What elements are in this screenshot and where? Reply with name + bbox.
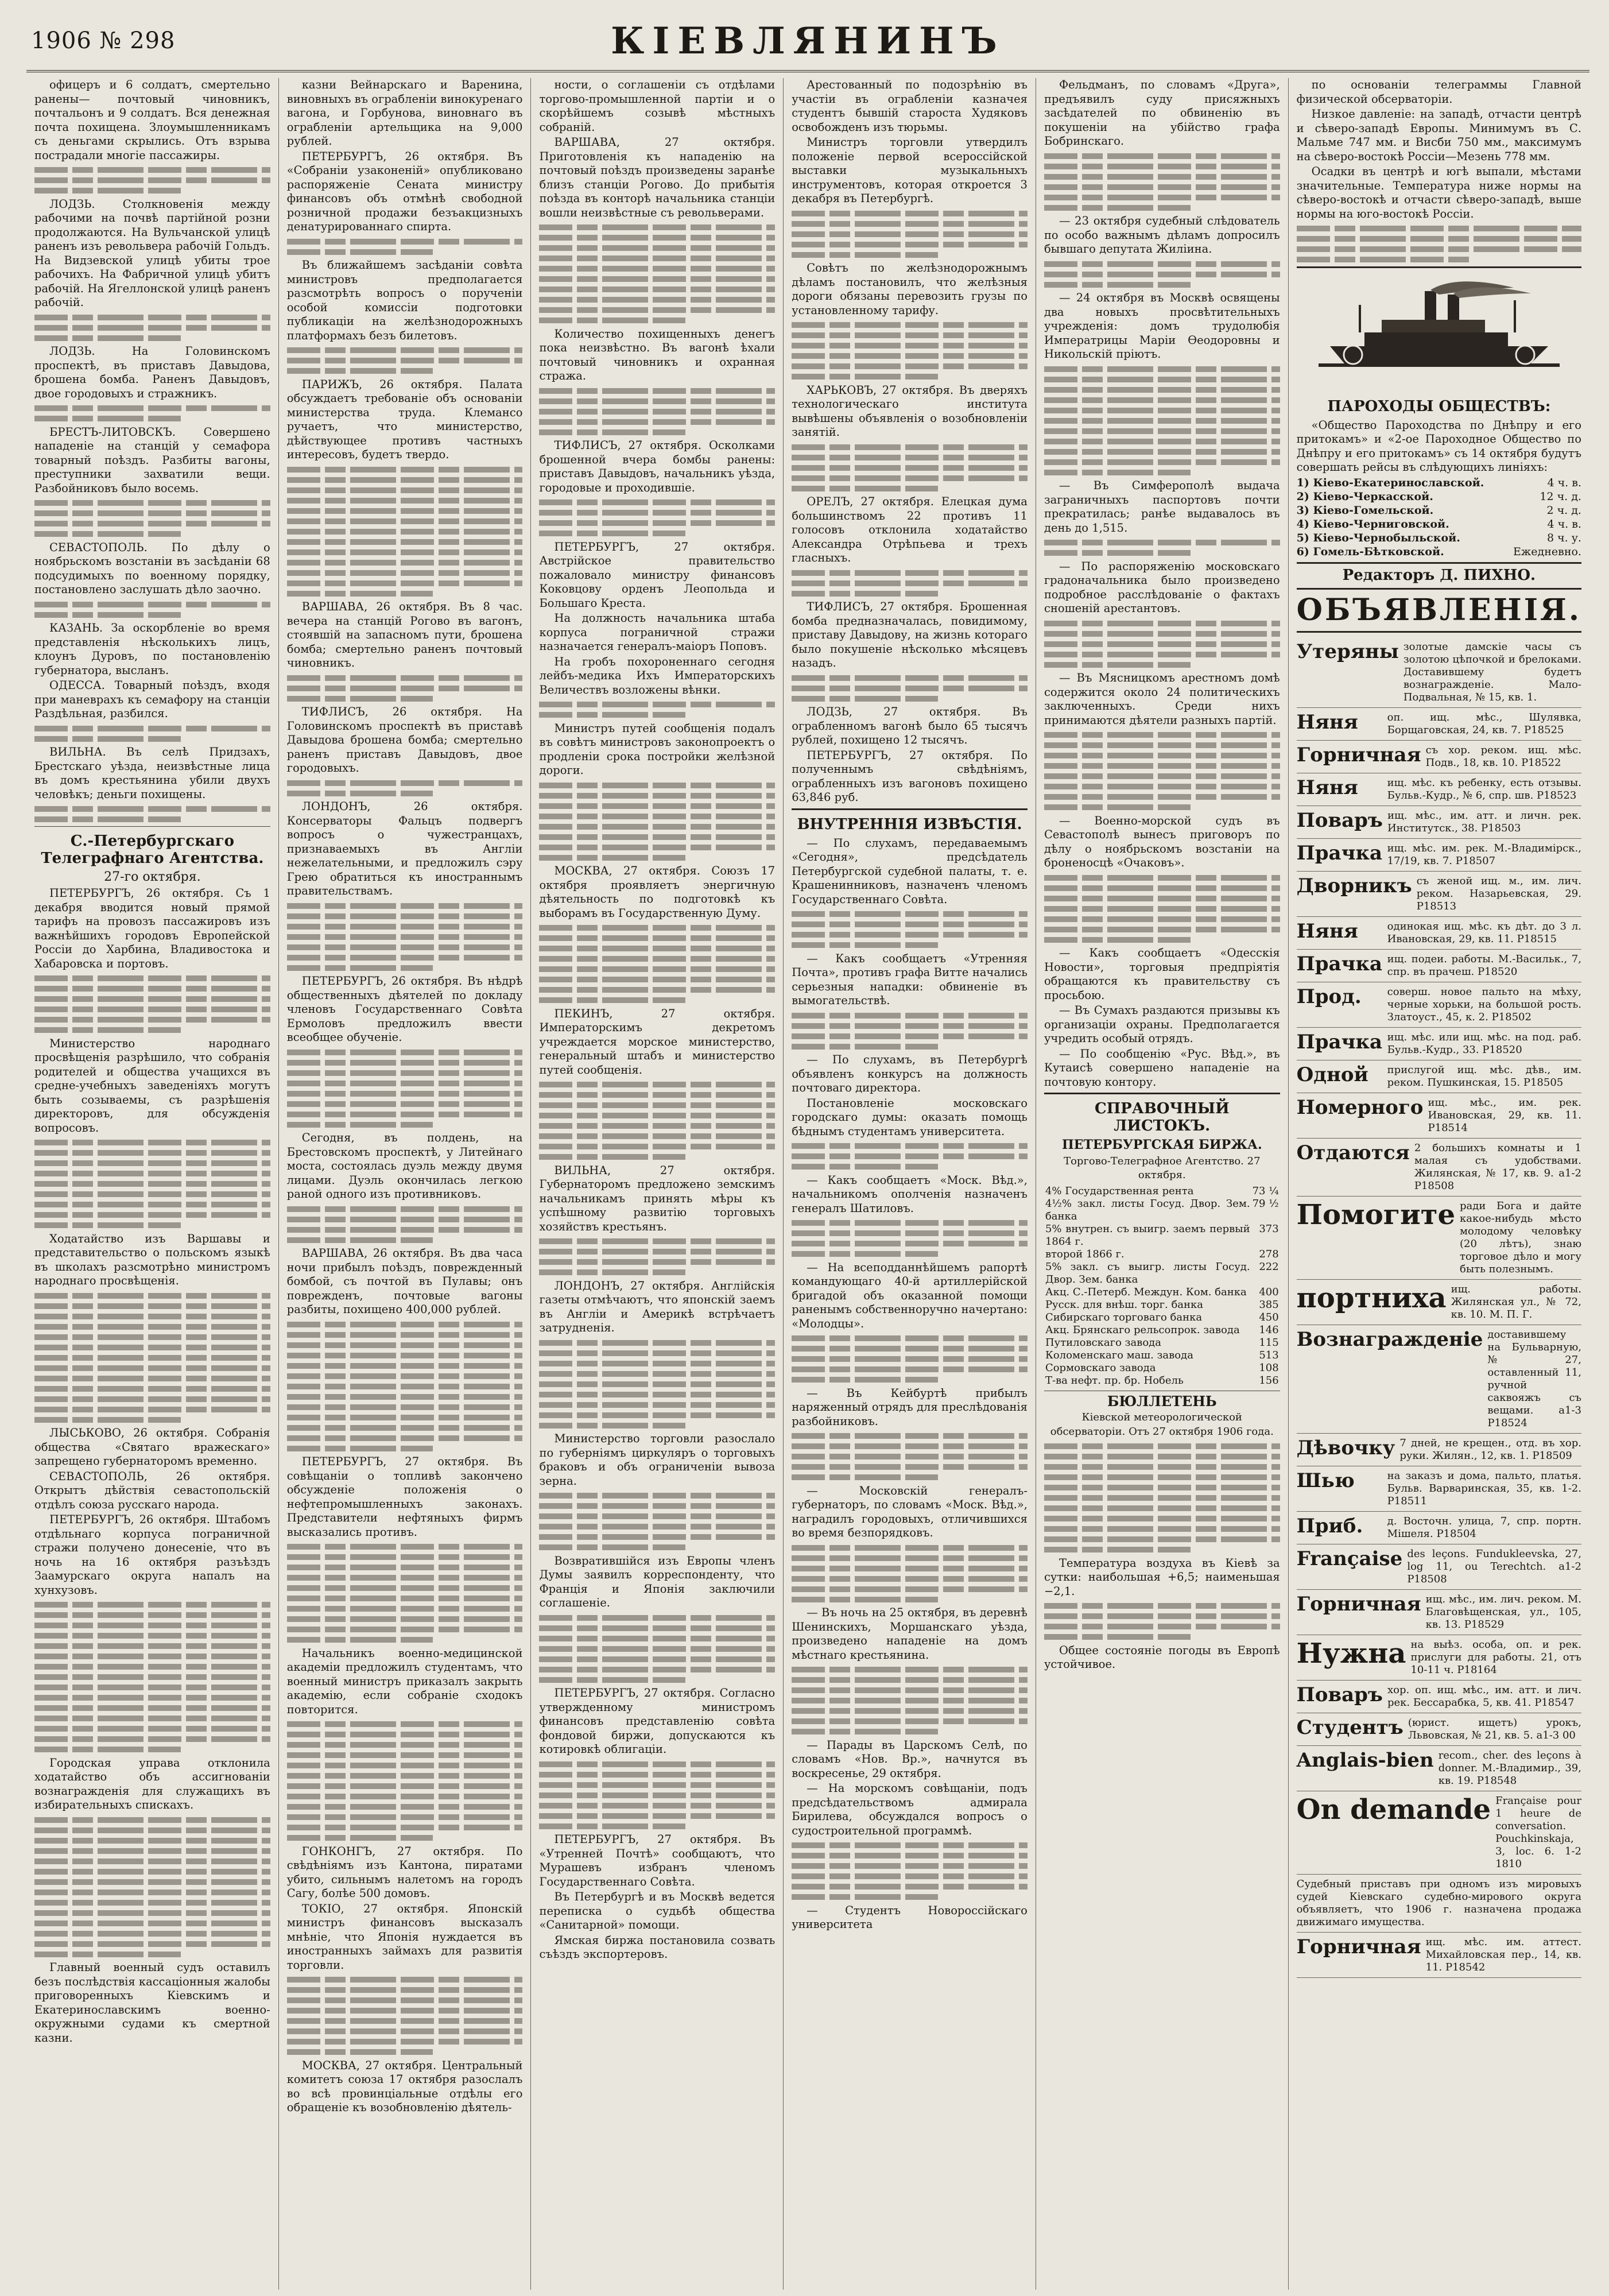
classified-ad [1297, 872, 1581, 917]
classified-ad [1297, 917, 1581, 950]
bulletin-title: БЮЛЛЕТЕНЬ [1107, 1392, 1217, 1410]
ad-keyword: Дворникъ [1296, 874, 1412, 897]
news-item: ПЕТЕРБУРГЪ, 26 октября. Съ 1 декабря вводится новый прямой тарифъ на провозъ пассажировъ изъ важнѣйшихъ городовъ Европейской Россіи до Харбина, Владивостока и Хабаровска и портовъ. [34, 886, 270, 970]
news-item: ЛОНДОНЪ, 27 октября. Англійскія газеты отмѣчаютъ, что японскій заемъ въ Англіи и Америкѣ встрѣчаетъ затрудненія. [539, 1279, 776, 1334]
classified-ad [1297, 806, 1581, 839]
rate-value: 79 ½ [1252, 1197, 1279, 1210]
ship-line-name: 1) Кіево-Екатеринославской. [1296, 476, 1484, 489]
rate-name: 5% внутрен. съ выигр. заемъ первый 1864 г. [1045, 1222, 1250, 1248]
rate-value: 222 [1259, 1260, 1279, 1273]
ad-keyword: Отдаются [1296, 1141, 1410, 1164]
news-item: Количество похищенныхъ денегъ пока неизвѣстно. Въ вагонѣ ѣхали почтовый чиновникъ и охранная стража. [539, 327, 776, 382]
news-item: ЛЫСЬКОВО, 26 октября. Собранія общества «Святаго вражескаго» запрещено губернаторомъ временно. [34, 1426, 270, 1468]
rate-value: 385 [1259, 1298, 1279, 1311]
column-4 [784, 78, 1036, 2290]
ship-line-name: 5) Кіево-Чернобыльской. [1296, 531, 1460, 544]
ad-keyword: Дѣвочку [1296, 1437, 1395, 1459]
news-item: ЛОДЗЬ, 27 октября. Въ ограбленномъ вагонѣ было 65 тысячъ рублей, похищено 12 тысячъ. [792, 705, 1028, 746]
ad-keyword: Прод. [1296, 985, 1362, 1008]
rate-name: 4% Государственная рента [1045, 1184, 1194, 1197]
ad-keyword: Студентъ [1296, 1716, 1403, 1739]
ad-keyword: Горничная [1296, 1935, 1421, 1958]
ad-text: ищ. мѣс., им. атт. и личн. рек. Институтск., 38. Р18503 [1387, 810, 1581, 834]
rate-name: Акц. Брянскаго рельсопрок. завода [1045, 1323, 1240, 1336]
ad-keyword: Помогите [1296, 1199, 1456, 1231]
classified-ad [1297, 1280, 1581, 1325]
rate-row [1044, 1261, 1280, 1286]
classified-ad [1297, 773, 1581, 806]
ship-line [1297, 517, 1581, 531]
news-item: Сегодня, въ полдень, на Брестовскомъ проспектѣ, у Литейнаго моста, состоялась дуэль между двумя лицами. Дуэль окончилась легкою раной одного изъ противниковъ. [286, 1131, 523, 1201]
ship-departure: Ежедневно. [1513, 545, 1581, 558]
news-item: — 24 октября въ Москвѣ освящены два новыхъ просвѣтительныхъ учрежденія: домъ трудолюбія Императрицы Маріи Ѳеодоровны и Никольскій пріютъ. [1044, 291, 1280, 361]
exchange-subtitle: Торгово-Телеграфное Агентство. 27 октября. [1064, 1155, 1261, 1181]
news-item: ПЕКИНЪ, 27 октября. Императорскимъ декретомъ учреждается морское министерство, генеральный штабъ и министерство путей сообщенія. [539, 1006, 776, 1077]
news-item: Начальникъ военно-медицинской академіи предложилъ студентамъ, что военный министръ приказалъ закрыть академію, если собраніе сходокъ повторится. [286, 1646, 523, 1716]
ad-text: recom., cher. des leçons à donner. М.-Владимир., 39, кв. 19. Р18548 [1438, 1749, 1581, 1787]
news-item: ВИЛЬНА. Въ селѣ Придзахъ, Брестскаго уѣзда, неизвѣстные лица въ домъ крестьянина убили двухъ человѣкъ; деньги похищены. [34, 745, 270, 801]
ad-text: Française pour 1 heure de conversation. Pouchkinskaja, 3, loc. 6. 1-2 1810 [1495, 1795, 1581, 1870]
news-item: ЛОДЗЬ. На Головинскомъ проспектѣ, въ приставъ Давыдова, брошена бомба. Раненъ Давыдовъ, двое городовыхъ и стражникъ. [34, 344, 270, 400]
classified-ad [1297, 839, 1581, 872]
ad-keyword: Утеряны [1296, 640, 1399, 663]
news-item: СЕВАСТОПОЛЬ. По дѣлу о ноябрьскомъ возстаніи въ засѣданіи 68 подсудимыхъ по военному порядку, постановлено заслушать дѣло заочно. [34, 540, 270, 596]
classified-ad [1297, 1028, 1581, 1060]
news-item: ХАРЬКОВЪ, 27 октября. Въ дверяхъ технологическаго института вывѣшены объявленія о возобновленіи занятій. [792, 383, 1028, 439]
ad-text: 2 большихъ комнаты и 1 малая съ удобствами. Жилянская, № 17, кв. 9. а1-2 Р18508 [1414, 1142, 1581, 1192]
rate-value: 278 [1259, 1248, 1279, 1260]
ships-title: ПАРОХОДЫ ОБЩЕСТВЪ: [1327, 397, 1551, 415]
news-item: ПЕТЕРБУРГЪ, 27 октября. Австрійское правительство пожаловало министру финансовъ Коковцову орденъ Леопольда и Большаго Креста. [539, 540, 776, 610]
ad-text: ради Бога и дайте какое-нибудь мѣсто молодому человѣку (20 лѣтъ), знаю торговое дѣло и могу быть полезнымъ. [1460, 1200, 1581, 1275]
ad-keyword: Нужна [1296, 1637, 1406, 1670]
news-item: ПЕТЕРБУРГЪ, 27 октября. Согласно утвержденному министромъ финансовъ представленію совѣта фондовой биржи, допускаются къ котировкѣ облигаціи. [539, 1686, 776, 1756]
rate-value: 115 [1259, 1336, 1279, 1349]
classified-ad [1297, 637, 1581, 708]
rate-name: Сибирскаго торговаго банка [1045, 1311, 1203, 1323]
news-item: Министерство торговли разослало по губерніямъ циркуляръ о торговыхъ браковъ и объ ограниченіи вывоза зерна. [539, 1432, 776, 1488]
steamship-icon [1319, 277, 1560, 386]
ad-text: прислугой ищ. мѣс. дѣв., им. реком. Пушкинская, 15. Р18505 [1387, 1064, 1581, 1089]
rate-row [1044, 1286, 1280, 1299]
news-item: МОСКВА, 27 октября. Центральный комитетъ союза 17 октября разослалъ во всѣ провинціальные отдѣлы его обращеніе къ возобновленію дѣятель- [286, 2058, 523, 2114]
ad-keyword: Поваръ [1296, 1683, 1383, 1706]
news-item: — Въ ночь на 25 октября, въ деревнѣ Шенинскихъ, Моршанскаго уѣзда, произведено нападеніе на домъ мѣстнаго крестьянина. [792, 1606, 1028, 1662]
news-item: ПЕТЕРБУРГЪ, 26 октября. Штабомъ отдѣльнаго корпуса пограничной стражи получено донесеніе, что въ ночь на 16 октября разъѣздъ Заамурскаго округа напалъ на хунхузовъ. [34, 1513, 270, 1597]
rate-row [1044, 1198, 1280, 1223]
exchange-rates-table [1044, 1185, 1280, 1387]
news-item: ТОКІО, 27 октября. Японскій министръ финансовъ высказалъ мнѣніе, что Японія нуждается въ иностранныхъ займахъ для развитія торговли. [286, 1902, 523, 1972]
news-item: Главный военный судъ оставилъ безъ послѣдствія кассаціонныя жалобы приговоренныхъ Кіевскимъ и Екатеринославскимъ военно-окружными судами къ смертной казни. [34, 1961, 270, 2045]
ad-text: съ хор. реком. ищ. мѣс. Подв., 18, кв. 10. Р18522 [1425, 744, 1581, 769]
news-item: Ходатайство изъ Варшавы и представительство о польскомъ языкѣ въ школахъ разсмотрѣно министромъ народнаго просвѣщенія. [34, 1232, 270, 1287]
ad-keyword: Прачка [1296, 953, 1383, 975]
news-item: ПЕТЕРБУРГЪ, 27 октября. Въ «Утренней Почтѣ» сообщаютъ, что Мурашевъ избранъ членомъ Государственнаго Совѣта. [539, 1833, 776, 1888]
classified-ad [1297, 1139, 1581, 1197]
ad-text: ищ. мѣс., им. рек. Ивановская, 29, кв. 11. Р18514 [1428, 1097, 1581, 1134]
news-item: МОСКВА, 27 октября. Союзъ 17 октября проявляетъ энергичную дѣятельность по подготовкѣ къ выборамъ въ Государственную Думу. [539, 864, 776, 920]
rate-name: Т-ва нефт. пр. бр. Нобель [1045, 1374, 1184, 1387]
rate-value: 450 [1259, 1311, 1279, 1323]
rate-name: Путиловскаго завода [1045, 1336, 1161, 1349]
ad-keyword: Поваръ [1296, 809, 1383, 832]
news-item: ТИФЛИСЪ, 27 октября. Осколками брошенной вчера бомбы ранены: приставъ Давыдовъ, начальникъ уѣзда, городовые и проходившіе. [539, 439, 776, 494]
rate-row [1044, 1337, 1280, 1349]
ad-keyword: Шью [1296, 1469, 1355, 1492]
news-item: Осадки въ центрѣ и югѣ выпали, мѣстами значительные. Температура ниже нормы на сѣверо-востокѣ и отчасти сѣверо-западѣ, выше нормы на юго-востокѣ Россіи. [1296, 165, 1581, 220]
news-item: ОРЕЛЪ, 27 октября. Елецкая дума большинствомъ 22 противъ 11 голосовъ отклонила ходатайство Александра Отрѣпьева и трехъ гласныхъ. [792, 495, 1028, 564]
news-item: по основаніи телеграммы Главной физической обсерваторіи. [1296, 78, 1581, 106]
classified-ad [1297, 1713, 1581, 1746]
ad-keyword: Горничная [1296, 744, 1421, 766]
classified-ad [1297, 1544, 1581, 1590]
classified-ad [1297, 1060, 1581, 1093]
ad-text: ищ. мѣс., им. лич. реком. М. Благовѣщенская, ул., 105, кв. 13. Р18529 [1425, 1593, 1581, 1631]
section-date: 27-го октября. [104, 869, 201, 884]
classified-ad [1297, 1635, 1581, 1681]
ad-text: ищ. мѣс. къ ребенку, есть отзывы. Бульв.-Кудр., № 6, спр. шв. Р18523 [1387, 777, 1581, 802]
bulletin-subtitle: Кіевской метеорологической обсерваторіи. Отъ 27 октября 1906 года. [1050, 1411, 1274, 1438]
news-item: ности, о соглашеніи съ отдѣлами торгово-промышленной партіи и о скорѣйшемъ созывѣ мѣстныхъ собраній. [539, 78, 776, 134]
editor-credit: Редакторъ Д. ПИХНО. [1342, 566, 1536, 584]
rate-name: второй 1866 г. [1045, 1248, 1125, 1260]
ship-line [1297, 490, 1581, 504]
news-item: — На морскомъ совѣщаніи, подъ предсѣдательствомъ адмирала Бирилева, обсуждался вопросъ о судостроительной программѣ. [792, 1782, 1028, 1837]
news-item: Совѣтъ по желѣзнодорожнымъ дѣламъ постановилъ, что желѣзныя дороги обязаны перевозить грузы по установленному тарифу. [792, 261, 1028, 317]
ad-keyword: Няня [1296, 711, 1358, 734]
news-item: — Въ Мясницкомъ арестномъ домѣ содержится около 24 политическихъ заключенныхъ. Среди нихъ принимаются дѣятели разныхъ партій. [1044, 671, 1280, 727]
news-item: БРЕСТЪ-ЛИТОВСКЪ. Совершено нападеніе на станцій у семафора товарный поѣздъ. Разбиты вагоны, преступники захватили вещи. Разбойниковъ было восемь. [34, 425, 270, 495]
ad-keyword: Одной [1296, 1063, 1368, 1086]
ad-text: на заказъ и дома, пальто, платья. Бульв. Варваринская, 35, кв. 1-2. Р18511 [1387, 1470, 1581, 1507]
ad-keyword: Няня [1296, 776, 1358, 799]
rate-value: 373 [1259, 1222, 1279, 1235]
classified-ad [1297, 1325, 1581, 1434]
rate-row [1044, 1362, 1280, 1374]
news-item: — По слухамъ, въ Петербургѣ объявленъ конкурсъ на должность почтоваго директора. [792, 1053, 1028, 1094]
ship-line [1297, 545, 1581, 559]
ad-keyword: Приб. [1296, 1515, 1363, 1538]
classified-ad [1297, 1791, 1581, 1875]
masthead-title: КІЕВЛЯНИНЪ [611, 20, 1005, 63]
news-item: Возвратившійся изъ Европы членъ Думы заявилъ корреспонденту, что Франція и Японія заключили соглашеніе. [539, 1554, 776, 1609]
ship-line-name: 6) Гомель-Бѣтковской. [1296, 545, 1444, 558]
ad-text: оп. ищ. мѣс., Шулявка, Борщаговская, 24, кв. 7. Р18525 [1387, 711, 1581, 736]
rate-row [1044, 1248, 1280, 1261]
rate-name: Акц. С.-Петерб. Междун. Ком. банка [1045, 1286, 1247, 1298]
ads-list [1297, 637, 1581, 1978]
news-item: Ямская биржа постановила созвать съѣздъ экспортеровъ. [539, 1933, 776, 1961]
news-item: Арестованный по подозрѣнію въ участіи въ ограбленіи казначея студентъ бывшій староста Худяковъ освобожденъ изъ тюрьмы. [792, 78, 1028, 134]
news-item: — По сообщенію «Рус. Вѣд.», въ Кутаисѣ совершено нападеніе на почтовую контору. [1044, 1047, 1280, 1089]
news-item: ПЕТЕРБУРГЪ, 26 октября. Въ «Собраніи узаконеній» опубликовано распоряженіе Сената министру финансовъ объ отмѣнѣ свободной розничной продажи безъакцизныхъ денатурированнаго спирта. [286, 149, 523, 233]
classified-ad [1297, 1512, 1581, 1544]
classified-ad [1297, 741, 1581, 773]
column-1 [26, 78, 279, 2290]
news-item: СЕВАСТОПОЛЬ, 26 октября. Открытъ дѣйствія севастопольскій отдѣлъ союза русскаго народа. [34, 1469, 270, 1511]
news-item: Постановленіе московскаго городскаго думы: оказать помощь бѣднымъ студентамъ университета. [792, 1096, 1028, 1138]
news-item: ВАРШАВА, 26 октября. Въ два часа ночи прибылъ поѣздъ, поврежденный бомбой, съ почтой въ Пулавы; онъ поврежденъ, почтовые вагоны разбиты, похищено 400,000 рублей. [286, 1246, 523, 1316]
rate-value: 146 [1259, 1323, 1279, 1336]
section-title: С.-Петербургскаго Телеграфнаго Агентства. [41, 832, 264, 867]
column-5 [1036, 78, 1289, 2290]
issue-number: 1906 № 298 [31, 28, 176, 54]
ships-list [1297, 476, 1581, 559]
news-item: — Московскій генералъ-губернаторъ, по словамъ «Моск. Вѣд.», наградилъ городовыхъ, отличившихся во время безпорядковъ. [792, 1484, 1028, 1539]
news-item: — По распоряженію московскаго градоначальника было произведено подробное расслѣдованіе о фактахъ сношеній арестантовъ. [1044, 559, 1280, 615]
rate-value: 513 [1259, 1349, 1279, 1361]
section-title: СПРАВОЧНЫЙ ЛИСТОКЪ. [1094, 1100, 1230, 1135]
news-item: ПЕТЕРБУРГЪ, 27 октября. Въ совѣщаніи о топливѣ закончено обсужденіе положенія о нефтепромышленныхъ законахъ. Представители нефтяныхъ фирмъ высказались противъ. [286, 1455, 523, 1539]
rate-row [1044, 1374, 1280, 1387]
ships-note: «Общество Пароходства по Днѣпру и его притокамъ» и «2-ое Пароходное Общество по Днѣпру и его притокамъ» съ 14 октября будутъ совершать рейсы въ слѣдующихъ линіяхъ: [1296, 418, 1581, 474]
ad-keyword: Прачка [1296, 1031, 1383, 1054]
ad-text: 7 дней, не крещен., отд. въ хор. руки. Жилян., 12, кв. 1. Р18509 [1399, 1437, 1581, 1462]
rate-value: 108 [1259, 1361, 1279, 1374]
news-item: — Студентъ Новороссійскаго университета [792, 1903, 1028, 1931]
news-item: — По слухамъ, передаваемымъ «Сегодня», предсѣдатель Петербургской судебной палаты, т. е. Крашенинниковъ, назначенъ членомъ Государственнаго Совѣта. [792, 836, 1028, 906]
news-item: ГОНКОНГЪ, 27 октября. По свѣдѣніямъ изъ Кантона, пиратами убито, сильнымъ налетомъ на городъ Сагу, болѣе 500 домовъ. [286, 1844, 523, 1900]
ad-keyword: Номерного [1296, 1096, 1424, 1119]
rate-name: Коломенскаго маш. завода [1045, 1349, 1193, 1361]
newspaper-header [26, 17, 1589, 72]
classified-ad [1297, 1746, 1581, 1791]
news-item: ТИФЛИСЪ, 26 октября. На Головинскомъ проспектѣ въ приставѣ Давыдова брошена бомба; смертельно раненъ приставъ Давыдовъ, двое городовыхъ. [286, 705, 523, 775]
news-item: — Какъ сообщаетъ «Моск. Вѣд.», начальникомъ ополченія назначенъ генералъ Шатиловъ. [792, 1173, 1028, 1215]
ad-text: (юрист. ищетъ) урокъ, Львовская, № 21, кв. 5. а1-3 00 [1408, 1717, 1581, 1741]
ad-text: на выѣз. особа, оп. и рек. прислуги для работы. 21, отъ 10-11 ч. Р18164 [1410, 1639, 1581, 1676]
ad-keyword: On demande [1296, 1794, 1491, 1826]
ship-line-name: 3) Кіево-Гомельской. [1296, 504, 1434, 517]
rate-value: 156 [1259, 1374, 1279, 1387]
news-item: — Военно-морской судъ въ Севастополѣ вынесъ приговоръ по дѣлу о ноябрьскомъ возстаніи на броненосцѣ «Очаковъ». [1044, 814, 1280, 869]
classified-ad [1297, 1875, 1581, 1933]
ad-text: съ женой ищ. м., им. лич. реком. Назарьевская, 29. Р18513 [1416, 875, 1581, 912]
ad-text: одинокая ищ. мѣс. къ дѣт. до 3 л. Ивановская, 29, кв. 11. Р18515 [1387, 920, 1581, 945]
news-item: Министерство народнаго просвѣщенія разрѣшило, что собранія родителей и общества учащихся въ средне-учебныхъ заведеніяхъ могутъ быть созываемы, съ разрѣшенія директоровъ, для обсужденія вопросовъ. [34, 1036, 270, 1135]
rate-name: Сормовскаго завода [1045, 1361, 1156, 1374]
news-item: Министръ путей сообщенія подалъ въ совѣтъ министровъ законопроектъ о продленіи срока постройки желѣзной дороги. [539, 721, 776, 777]
ad-text: доставившему на Бульварную, № 27, оставленный 11, ручной саквояжъ съ вещами. а1-3 Р18524 [1487, 1329, 1581, 1429]
column-6 [1289, 78, 1589, 2290]
news-item: Въ ближайшемъ засѣданіи совѣта министровъ предполагается разсмотрѣть вопросъ о порученіи особой комиссіи подготовки публикаціи на желѣзнодорожныхъ платформахъ безъ билетовъ. [286, 258, 523, 342]
ship-departure: 12 ч. д. [1540, 490, 1581, 503]
classified-ad [1297, 1434, 1581, 1466]
ad-text: ищ. подеи. работы. М.-Васильк., 7, спр. въ прачеш. Р18520 [1387, 953, 1581, 978]
news-item: — Въ Кейбуртѣ прибылъ наряженный отрядъ для преслѣдованія разбойниковъ. [792, 1386, 1028, 1428]
classified-ad [1297, 1590, 1581, 1635]
news-item: ВАРШАВА, 26 октября. Въ 8 час. вечера на станцій Рогово въ вагонъ, стоявшій на запасномъ пути, брошена бомба; смертельно раненъ почтовый чиновникъ. [286, 600, 523, 669]
exchange-title: ПЕТЕРБУРГСКАЯ БИРЖА. [1061, 1137, 1262, 1152]
section-title: ВНУТРЕННІЯ ИЗВѢСТІЯ. [797, 815, 1022, 833]
news-item: — 23 октября судебный слѣдователь по особо важнымъ дѣламъ допросилъ бывшаго депутата Жиліина. [1044, 214, 1280, 255]
ad-text: ищ. мѣс. им. рек. М.-Владимірск., 17/19, кв. 7. Р18507 [1387, 842, 1581, 867]
ad-text: соверш. новое пальто на мѣху, черные хорьки, на большой рость. Златоуст., 45, к. 2. Р18502 [1387, 986, 1581, 1023]
news-item: Городская управа отклонила ходатайство объ ассигнованіи вознагражденія для служащихъ въ избирательныхъ спискахъ. [34, 1756, 270, 1811]
ad-keyword: Горничная [1296, 1593, 1421, 1616]
rate-row [1044, 1349, 1280, 1362]
ad-keyword: Française [1296, 1547, 1403, 1570]
news-item: Температура воздуха въ Кіевѣ за сутки: наибольшая +6,5; наименьшая −2,1. [1044, 1556, 1280, 1598]
news-item: ОДЕССА. Товарный поѣздъ, входя при маневрахъ къ семафору на станціи Раздѣльная, разбился. [34, 679, 270, 720]
classified-ad [1297, 1197, 1581, 1280]
news-item: ТИФЛИСЪ, 27 октября. Брошенная бомба предназначалась, повидимому, приставу Давыдову, на жизнь котораго было покушеніе нѣсколько мѣсяцевъ назадъ. [792, 600, 1028, 669]
ad-text: хор. оп. ищ. мѣс., им. атт. и лич. рек. Бессарабка, 5, кв. 41. Р18547 [1387, 1684, 1581, 1709]
ad-keyword: Няня [1296, 920, 1358, 943]
news-item: ЛОДЗЬ. Столкновенія между рабочими на почвѣ партійной розни продолжаются. На Вульчанской улицѣ раненъ изъ револьвера рабочій Гольдъ. На Видзевской улицѣ убиты трое рабочихъ. На Фабричной улицѣ убитъ рабочій. На Ягеллонской улицѣ раненъ рабочій. [34, 197, 270, 309]
ad-keyword: портниха [1296, 1282, 1447, 1314]
columns [26, 78, 1589, 2290]
news-item: Министръ торговли утвердилъ положеніе первой всероссійской выставки музыкальныхъ инструментовъ, которая откроется 3 декабря въ Петербургѣ. [792, 135, 1028, 205]
news-item: ПЕТЕРБУРГЪ, 26 октября. Въ нѣдрѣ общественныхъ дѣятелей по докладу членовъ Государственнаго Совѣта Ермоловъ предложилъ ввести всеобщее обученіе. [286, 974, 523, 1044]
news-item: казни Вейнарскаго и Варенина, виновныхъ въ ограбленіи винокуренаго вагона, и Горбунова, виновнаго въ ограбленіи артельщика на 9,000 рублей. [286, 78, 523, 148]
ship-line [1297, 504, 1581, 517]
news-item: КАЗАНЬ. За оскорбленіе во время представленія нѣсколькихъ лицъ, клоунъ Дуровъ, по постановленію губернатора, высланъ. [34, 621, 270, 677]
news-item: — На всеподданнѣйшемъ рапортѣ командующаго 40-й артиллерійской бригадой объ оказанной помощи раненымъ собственноручно начертано: «Молодцы». [792, 1260, 1028, 1330]
rate-name: Русск. для внѣш. торг. банка [1045, 1298, 1203, 1311]
news-item: ПАРИЖЪ, 26 октября. Палата обсуждаетъ требованіе объ основаніи министерства труда. Клемансо ручаетъ, что министерство, дѣйствующее противъ частныхъ интересовъ, будетъ твердо. [286, 377, 523, 461]
news-item: На гробъ похороненнаго сегодня лейбъ-медика Ихъ Императорскихъ Величествъ возложены вѣнки. [539, 655, 776, 696]
classified-ad [1297, 708, 1581, 741]
rate-name: 4½% закл. листы Госуд. Двор. Зем. банка [1045, 1197, 1250, 1222]
news-item: ЛОНДОНЪ, 26 октября. Консерваторы Фальцъ подвергъ вопросъ о чужестранцахъ, признаваемыхъ въ Англіи нежелательными, и предложилъ сэру Грею обратиться къ иностраннымъ правительствамъ. [286, 800, 523, 897]
rate-value: 73 ¼ [1252, 1184, 1279, 1197]
column-2 [279, 78, 532, 2290]
news-item: — Какъ сообщаетъ «Одесскія Новости», торговыя предпріятія обращаются къ правительству съ просьбою. [1044, 946, 1280, 1002]
classified-ad [1297, 1681, 1581, 1713]
rate-row [1044, 1299, 1280, 1311]
classified-ad [1297, 1466, 1581, 1512]
news-item: ПЕТЕРБУРГЪ, 27 октября. По полученнымъ свѣдѣніямъ, ограбленныхъ изъ вагоновъ похищено 63,846 руб. [792, 748, 1028, 804]
rate-name: 5% закл. съ выигр. листы Госуд. Двор. Зем. банка [1045, 1260, 1250, 1286]
rate-value: 400 [1259, 1286, 1279, 1298]
news-item: Низкое давленіе: на западѣ, отчасти центрѣ и сѣверо-западѣ Европы. Минимумъ въ С. Мальме 747 мм. и Висби 750 мм., максимумъ на сѣверо-востокѣ Россіи—Мезень 778 мм. [1296, 107, 1581, 163]
news-item: — Парады въ Царскомъ Селѣ, по словамъ «Нов. Вр.», начнутся въ воскресенье, 29 октября. [792, 1738, 1028, 1780]
ad-keyword: Anglais-bien [1296, 1749, 1434, 1772]
news-item: Въ Петербургѣ и въ Москвѣ ведется переписка о судьбѣ общества «Санитарной» помощи. [539, 1890, 776, 1931]
ship-line-name: 4) Кіево-Черниговской. [1296, 517, 1449, 531]
ship-line-name: 2) Кіево-Черкасской. [1296, 490, 1433, 503]
classified-ad [1297, 950, 1581, 982]
classified-ad [1297, 1933, 1581, 1978]
news-item: Фельдманъ, по словамъ «Друга», предъявилъ суду присяжныхъ засѣдателей по обвиненію въ покушеніи на убійство графа Бобринскаго. [1044, 78, 1280, 148]
ship-departure: 4 ч. в. [1547, 517, 1581, 531]
rate-row [1044, 1311, 1280, 1324]
news-item: Общее состояніе погоды въ Европѣ устойчивое. [1044, 1643, 1280, 1671]
steamship-illustration [1297, 272, 1581, 392]
rate-row [1044, 1185, 1280, 1198]
ad-text: ищ. мѣс. или ищ. мѣс. на под. раб. Бульв.-Кудр., 33. Р18520 [1387, 1031, 1581, 1056]
column-3 [531, 78, 784, 2290]
ad-text: ищ. работы. Жилянская ул., № 72, кв. 10. М. П. Г. [1451, 1283, 1581, 1321]
rate-row [1044, 1324, 1280, 1337]
ad-text: Судебный приставъ при одномъ изъ мировыхъ судей Кіевскаго судебно-мирового округа объявляетъ, что 1906 г. назначена продажа движимаго имущества. [1296, 1878, 1581, 1928]
news-item: — Въ Сумахъ раздаются призывы къ организаціи охраны. Предполагается учредить особый отрядъ. [1044, 1004, 1280, 1045]
news-item: ВИЛЬНА, 27 октября. Губернаторомъ предложено земскимъ начальникамъ принять мѣры къ успѣшному развитію торговыхъ хозяйствъ крестьянъ. [539, 1163, 776, 1233]
rate-row [1044, 1223, 1280, 1248]
ship-line [1297, 476, 1581, 490]
ship-line [1297, 531, 1581, 545]
ad-text: д. Восточн. улица, 7, спр. портн. Мішеля. Р18504 [1387, 1515, 1581, 1540]
news-item: — Въ Симферополѣ выдача заграничныхъ паспортовъ почти прекратилась; ранѣе выдавалось въ день до 1,515. [1044, 479, 1280, 535]
ship-departure: 2 ч. д. [1546, 504, 1581, 517]
news-item: — Какъ сообщаетъ «Утренняя Почта», противъ графа Витте начались серьезныя нападки: обвиненіе въ вымогательствѣ. [792, 951, 1028, 1007]
classified-ad [1297, 982, 1581, 1028]
ad-keyword: Прачка [1296, 842, 1383, 865]
ad-text: золотые дамскіе часы съ золотою цѣпочкой и брелоками. Доставившему будетъ вознагражденіе. Мало-Подвальная, № 15, кв. 1. [1403, 641, 1581, 703]
news-item: На должность начальника штаба корпуса пограничной стражи назначается генералъ-маіоръ Поповъ. [539, 611, 776, 653]
ad-keyword: Вознагражденіе [1296, 1328, 1483, 1351]
ads-title: ОБЪЯВЛЕНІЯ. [1297, 588, 1581, 633]
ship-departure: 8 ч. у. [1546, 531, 1581, 544]
news-item: офицеръ и 6 солдатъ, смертельно ранены— почтовый чиновникъ, почтальонъ и 9 солдатъ. Вся денежная почта похищена. Злоумышленникамъ съ деньгами скрылись. Отъ взрыва пострадали многіе пассажиры. [34, 78, 270, 162]
ad-text: des leçons. Fundukleevska, 27, log 11, ou Terechtch. a1-2 Р18508 [1407, 1548, 1581, 1585]
ad-text: ищ. мѣс. им. аттест. Михайловская пер., 14, кв. 11. Р18542 [1425, 1936, 1581, 1973]
classified-ad [1297, 1093, 1581, 1139]
news-item: ВАРШАВА, 27 октября. Приготовленія къ нападенію на почтовый поѣздъ произведены заранѣе близъ станціи Рогово. До прибытія поѣзда въ конторѣ начальника станціи вошли неизвѣстные съ револьверами. [539, 135, 776, 219]
ship-departure: 4 ч. в. [1547, 476, 1581, 489]
